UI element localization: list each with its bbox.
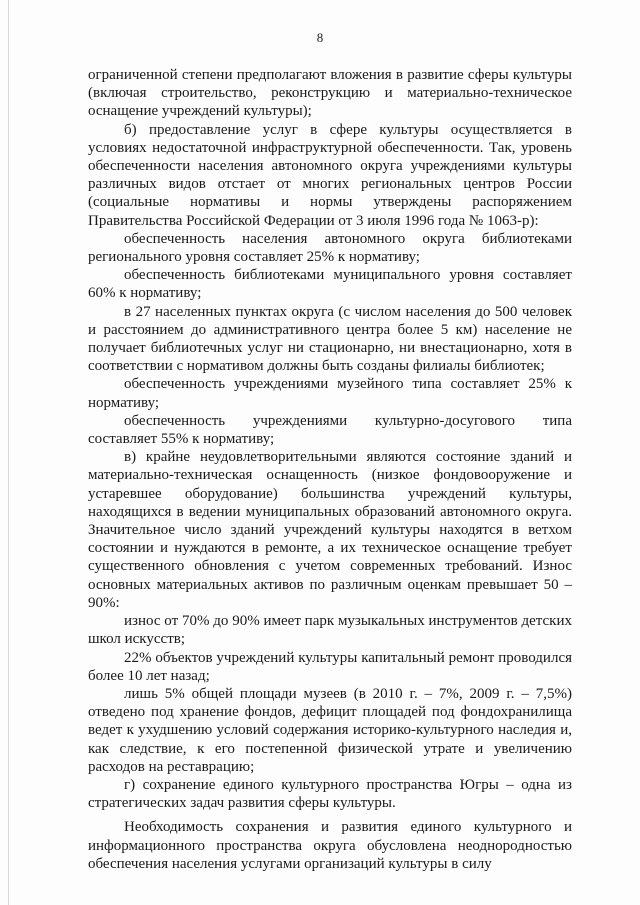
paragraph: б) предоставление услуг в сфере культуры осуществляется в условиях недостаточной инфраструктурной обеспеченности. Так, уровень обеспеченности населения автономного округа учреждениями культуры различных видов отстает от многих региональных центров России (социальные нормативы и нормы утверждены распоряжением Правительства Российской Федерации от 3 июля 1996 года № 1063-р): [88, 121, 572, 229]
body-text [88, 66, 572, 873]
paragraph: лишь 5% общей площади музеев (в 2010 г. – 7%, 2009 г. – 7,5%) отведено под хранение фондов, дефицит площадей под фондохранилища ведет к ухудшению условий содержания историко-культурного наследия и, как следствие, к его постепенной физической утрате и увеличению расходов на реставрацию; [88, 685, 572, 775]
page-edge [8, 0, 9, 905]
paragraph: 22% объектов учреждений культуры капитальный ремонт проводился более 10 лет назад; [88, 649, 572, 684]
paragraph: в) крайне неудовлетворительными являются состояние зданий и материально-техническая оснащенность (низкое фондовооружение и устаревшее оборудование) большинства учреждений культуры, находящихся в ведении муниципальных образований автономного округа. Значительное число зданий учреждений культуры находятся в ветхом состоянии и нуждаются в ремонте, а их техническое оснащение требует существенного обновления с учетом современных требований. Износ основных материальных активов по различным оценкам превышает 50 – 90%: [88, 449, 572, 611]
paragraph: ограниченной степени предполагают вложения в развитие сферы культуры (включая строительство, реконструкцию и материально-техническое оснащение учреждений культуры); [88, 67, 572, 120]
paragraph: Необходимость сохранения и развития единого культурного и информационного пространства округа обусловлена неоднородностью обеспечения населения услугами организаций культуры в силу [88, 819, 572, 872]
paragraph: износ от 70% до 90% имеет парк музыкальных инструментов детских школ искусств; [88, 613, 572, 648]
paragraph: обеспеченность учреждениями музейного типа составляет 25% к нормативу; [88, 376, 572, 411]
paragraph: обеспеченность учреждениями культурно-досугового типа составляет 55% к нормативу; [88, 412, 572, 448]
paragraph: обеспеченность населения автономного округа библиотеками регионального уровня составляет 25% к нормативу; [88, 230, 572, 266]
paragraph: обеспеченность библиотеками муниципального уровня составляет 60% к нормативу; [88, 267, 572, 302]
paragraph: в 27 населенных пунктах округа (с числом населения до 500 человек и расстоянием до административного центра более 5 км) население не получает библиотечных услуг ни стационарно, ни внестационарно, хотя в соответствии с нормативом должны быть созданы филиалы библиотек; [88, 303, 572, 375]
page-number: 8 [316, 30, 324, 45]
paragraph: г) сохранение единого культурного пространства Югры – одна из стратегических задач развития сферы культуры. [88, 776, 572, 812]
